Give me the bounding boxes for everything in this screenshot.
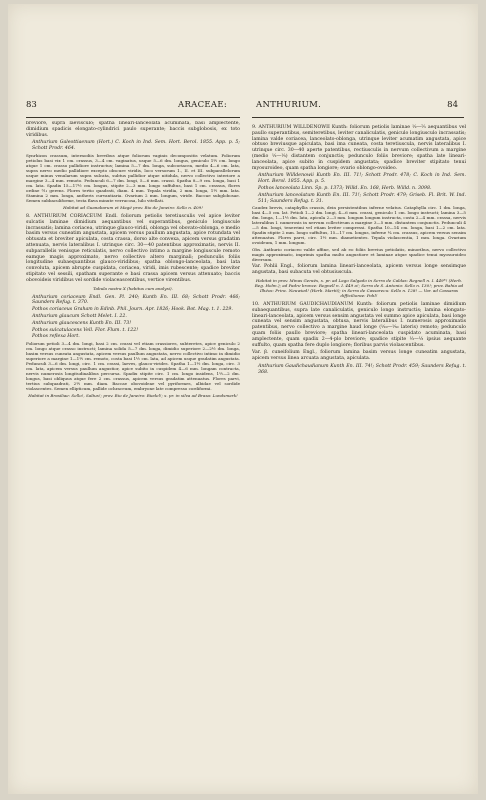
page-number-right: 84	[447, 100, 458, 110]
left-citation: Anthurium Galeottiaenum (Hort.) C. Koch in Ind. Sem. Hort. Berol. 1855. App. p. 5; Schott Prodr. 464.	[32, 140, 240, 152]
book-page-spread	[8, 4, 478, 794]
right-paragraph: Var. Pohlii Engl., foliorum lamina lineari-lanceolata, apicem versus longe sensimque angustata, basi subacuta vel obtusiuscula.	[252, 264, 466, 276]
left-habitat-note: Habitat in Brasiliae: Sello!, Saltus!; prov. Rio de Janeiro: Riedel!; s. pr. in silva ad Brasa: Lundsmark!	[28, 393, 238, 399]
text-column-left	[26, 121, 240, 787]
left-citation: Pothos coriaceus Graham in Edinb. Phil. Journ. Apr. 1826; Hook. Bot. Mag. t. 1. 229.	[32, 307, 233, 313]
left-habitat-note: Tabula nostra X (habitus cum analysi).	[93, 285, 173, 291]
right-species-heading: 9. ANTHURIUM WILLDENOWII Kunth: foliorum petiolis laminae ¹⁄₂—⅔ aequantibus vel paullo superantibus, semiteretibus, leviter canaliculatis, geniculo longiusculo incrassatis; lamina valde coriacea, lanceolato-oblonga, utrinque leviter acumatim angustata, apice obtuso breviusque apiculata, basi ima cuneata, costa teretiuscula, nervis lateralibus I. utrinque circ. 30—40 aperte patentibus, rectiusculis in nervum collectivum a margine (medio ¹⁄₂—¹⁄₃) distantem conjunctis; pedunculo foliis breviore; spatha late lineari-lanceolata, apice subito in cuspidem angustata; spadice breviter stipitato tenui myosuroideo, quam spatha longiore; ovario oblongo-ovoideo.	[252, 125, 466, 171]
right-paragraph: Var. β. cuneifolium Engl., foliorum lamina basim versus longe cuneatim angustata, apicem versus linea arcuata angustata, apiculata.	[252, 350, 466, 362]
header-rule-right	[252, 117, 464, 118]
right-citation: Anthurium Willdenowii Kunth En. III. 71!; Schott Prodr. 478; C. Koch in Ind. Sem. Hort. Berol. 1855. App. p. 5.	[258, 173, 466, 185]
left-citation: Anthurium glaucum Schott Melet. I. 22.	[32, 313, 127, 319]
left-citation: Pothos reflexa Hort.	[32, 334, 80, 340]
text-column-right	[252, 121, 466, 787]
right-species-heading: 10. ANTHURIUM GAUDICHAUDIANUM Kunth: foliorum petiolis laminae dimidium subaequantibus, supra late canaliculatis, geniculo longo instructis; lamina elongato-lineari-lanceolata, apicem versus sensim angustata vel summo apice apiculata, basi longe cuneata vel sensim angustata, obtusa, nervis lateralibus I. numerosis approximatis patentibus, nervo collectivo a margine haud longe (¹⁄₂₀—¹⁄₃₀ lateris) remoto; pedunculo quam foliis paullo breviore; spatha lineari-lanceolata cuspidato acuminata, basi amplectente, quam spadix 2—4-plo breviore; spadice stipite ¹⁄₂—¹⁄₃ ipsius aequante suffulto, quam spatha fere duplo longiore; floribus parvis violascentibus.	[252, 301, 466, 348]
left-citation: Anthurium coriaceum Endl. Gen. Pl. 240; Kunth En. III. 68; Schott Prodr. 466; Saunders Refug. t. 370.	[32, 294, 240, 306]
running-title-right: ANTHURIUM.	[256, 100, 322, 110]
running-header	[18, 100, 468, 114]
left-paragraph: breviore, supra laevisculo; spatha lineari-lanceolata acuminata, basi amplectente, dimidium spadicis elongato-cylindrici paulo superante; baccis subglobosis, ex toto viridibus.	[26, 121, 240, 138]
right-citation: Anthurium lanceolatum Kunth En. III. 71!; Schott Prodr. 479; Griseb. Fl. Brit. W. Ind. 511; Saunders Refug. t. 31.	[258, 192, 466, 204]
right-citation: Pothos lanceolata Linn. Sp. p. 1373; Willd. En. 168, Herb. Willd. n. 3098.	[258, 185, 432, 191]
header-rule-left	[26, 117, 240, 118]
left-citation: Anthurium glaucescens Kunth En. III. 73!	[32, 320, 132, 326]
page-number-left: 83	[26, 100, 37, 110]
left-citation: Pothos sulcatulacens Vell. Flor. Flum. t. 122!	[32, 327, 139, 333]
left-description-paragraph: Foliorum petioli 3—4 dm. longi, basi 2 cm. crassi vel etiam crassiores, subteretes, apice geniculo 2 cm. longo atque crasso instructi; lamina solida 5—7 dm. longa, dimidio superiore 2—2½ dm. longa, basim versus cuneata angustata, apicem versus paullum angustata, nervo collectivo intimo in dimidio superiore a margine 1—1½ cm. remoto, costa basi 1½ cm. lata, ad apicem usque gradatim angustata. Pedunculi 3—6 dm. longi, circ. 1 cm. crassi, laeves, glauco-virides. Spatha 1—1½ dm. longa, circ. 3 cm. lata, apicem versus paullum angustior, apice subito in cuspidem 4—6 mm. longam contracta, nervis numerosis longitudinalibus percursa. Spadix stipite circ. 1 cm. longo insidens, 1½—2 dm. longus, basi obliquus atque fere 2 cm. crassus, apicem versus gradatim attenuatus. Flores parvi, tertius subquadrati, 2½ mm. diam. Baccae obovoideae vel pyriformes, albidae vel sordide violascentes. Semen ellipticum, pallide ochraceum, embryone late compresso cordiformi.	[26, 341, 240, 392]
running-title-left: ARACEAE:	[178, 100, 227, 110]
left-species-heading: 8. ANTHURIUM CORIACEUM Endl. foliorum petiolis teretiusculis vel apice leviter sulcatis laminae dimidium aequantibus vel superantibus, geniculo longiuscule incrassatis; lamina coriacea, utrinque glauco-viridi, oblonga vel obovato-oblonga, e medio basim versus cuneatim angustata, apicem versus paullum angustata, apice rotundata vel obtusata et breviter apiculata, costa crassa, dorso alte convexa, apicem versus gradatim attenuata, nervis lateralibus I. utrinque circ. 30—40 patentibus approximatis, nervis II. subparallelis venisque reticulatis, nervo collectivo intimo a margine longiuscule remoto eamque magis approximato, nervo collectivo altero marginali; pedunculis foliis longitudine subaequantibus glauco-viridibus; spatha oblongo-lanceolata, basi lata convoluta, apicem abrupte cuspidata, coriacea, viridi, imis rubescente; spadice breviter stipitato vel sessili, spatham superante e basi crassa apicem versus attenuato; baccis obovoideis viridibus vel sordide violaceascentibus, vertice virentibus.	[26, 213, 240, 283]
left-description-paragraph: Synrhizon crassum, internodiis brevibus atque foliorum vaginis decompositis velatum. Foliorum petiolus basi vix 1 cm. crassus, 3—4 cm. vaginatus, usque 5—6 dm. longus, geniculo 1½ cm. longo atque 1 cm. crasso pallidiore instructus; lamina 5—7 dm. longa, subcoriacea, medio 4—6 cm. lata, supra nervo medio pallidiore excepto obscure viridis, loco versorum 1., II. et III. subparallelorum usque minus venularum supra sulcata, subtus pallidior atque nitidula, nervo collectivo interiore a margine 3—4 mm. remoto. Pedunculi 6—7 dm. longi, 5—6 mm. crassi. Spatha 8—9 cm. longa, basi 1 cm. lata. Spadix 15—17½ cm. longus, stipite 2—3 mm. longo suffultus, basi 1 cm. crassus, flores ordine ⁵⁄₁₁ gerens. Flores tertio quadrati, diam. 4 mm. Tepala viridia, 2 mm. longa, 1½ mm. lata. Stamina 2 mm. longa, antheris curvantiaria. Ovarium 2 mm. longum, viride. Baccae subglobosae. Semen subbaculiforme, testa flava minute verrucosa, hilo vitellati.	[26, 152, 240, 203]
right-citation: Anthurium Gaudichaudianum Kunth En. III. 74!; Schott Prodr. 459; Saunders Refug. t. 368.	[258, 363, 466, 375]
right-description-paragraph: Obs. Anthurio coriaceo valde affine, sed ab eo foliis brevius petiolatis, minoribus, nervo collectivo magis approximato, imprimis spatha multo angustiore et laminae atque spadice tenui myosuroideo diversum.	[252, 247, 466, 263]
left-habitat-note: Habitat ad Guanabarum et Magé prov. Rio de Janeiro: Sello n. 409!	[63, 204, 203, 210]
right-habitat-note: Habitat in prov. Minas Geraës, s. pr. ad Lago Salgado in Serra de Caldas: Regnell n. I. 449*! (Herb. Reg. Holm.); ad Padre bronze: Regnell n. I. 449 a!; Serra de S. Antonio: Sello n. 130!; prov. Bahia ad Ilhéos: Princ. Neuwied! (Herb. Martii); in Serra de Cassarecu: Sello n. 128! — Var. ad Cassaras difficiliorae: Pohl!	[254, 277, 464, 298]
right-description-paragraph: Caudex brevis, cataphyllis crassis, dein persistentibus inferne velatus. Cataphylla circ. 1 dm. longa, basi 4—5 cm. lat. Petioli 1—2 dm. longi, 4—6 mm. crassi, geniculo 1 cm. longo instructi; lamina 3—5 dm. longa, 1—1½ dm. lata, apicula 2—3 mm. longum longum instructa, costa 2—4 mm. crassa, nervis lateralibus I. numerosis in nervum collectivum a margine 3—5 mm. distantem conjunctis. Pedunculi 4—5 dm. longi, tenerrimi vel etiam leviter compressi. Spatha 10—14 cm. longa, basi 1—2 cm. lata. Spadix stipite 2 mm. longo suffultus, 15—17 cm. longus, inferne ¼ cm. crassus, apicem versus sensim attenuatus. Flores parvi, circ. 1½ mm. diametientes. Tepala violascentia, 1 mm. longa. Ovarium ovoideum, 1 mm. longum.	[252, 205, 466, 246]
